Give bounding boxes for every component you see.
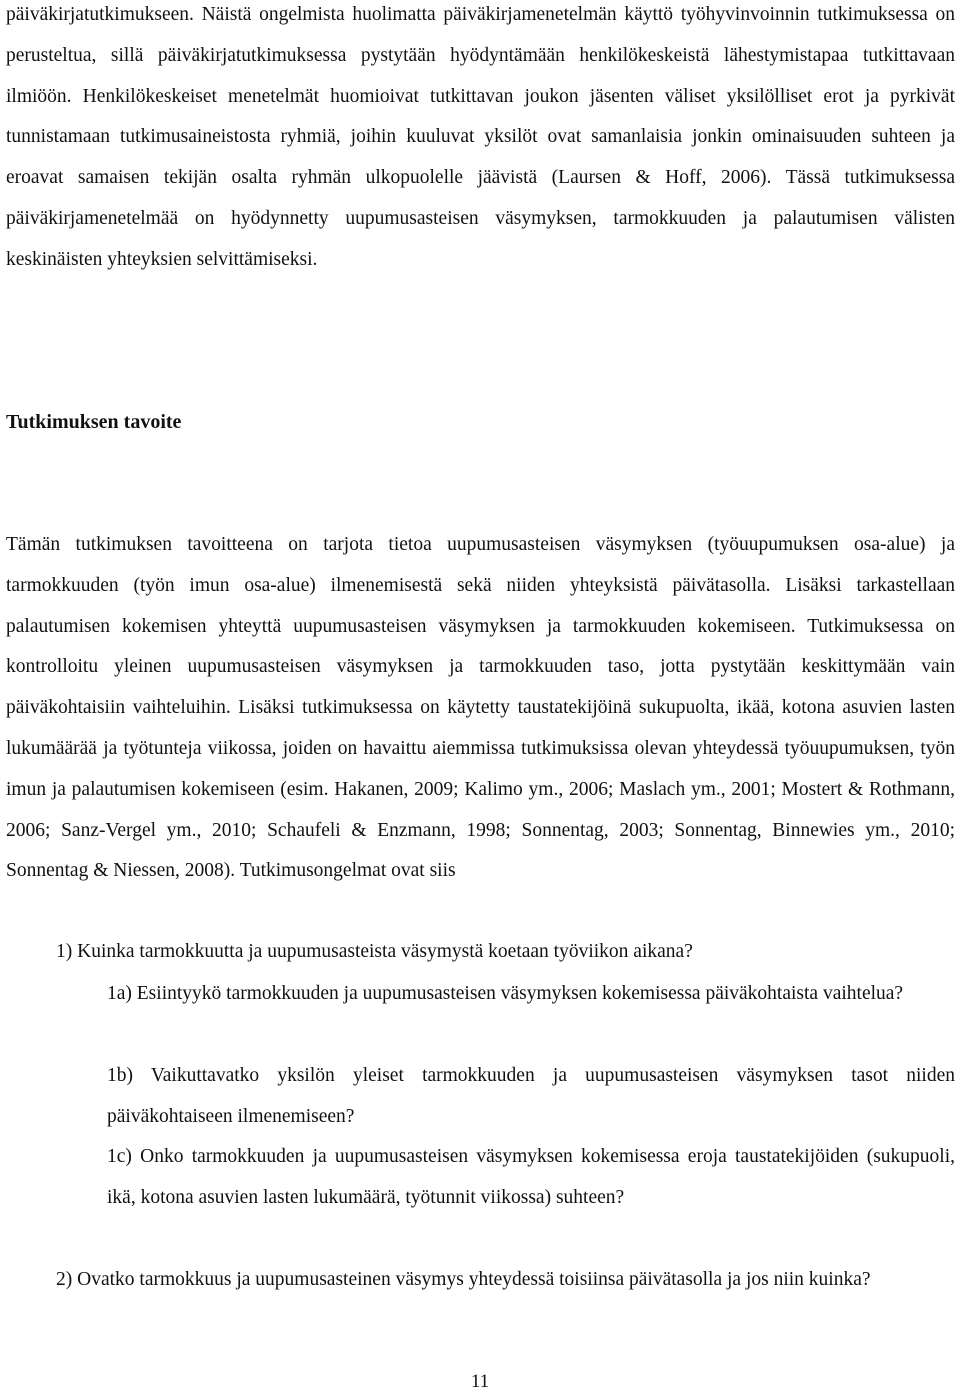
- page-number: 11: [470, 1371, 490, 1392]
- section-heading: Tutkimuksen tavoite: [6, 411, 182, 433]
- research-question-1b: 1b) Vaikuttavatko yksilön yleiset tarmokkuuden ja uupumusasteisen väsymyksen tasot niiden päiväkohtaiseen ilmenemiseen?: [107, 1065, 955, 1127]
- research-question-1c: 1c) Onko tarmokkuuden ja uupumusasteisen väsymyksen kokemisessa eroja taustatekijöiden (sukupuoli, ikä, kotona asuvien lasten lukumäärä, työtunnit viikossa) suhteen?: [107, 1146, 955, 1208]
- research-question-1: 1) Kuinka tarmokkuutta ja uupumusasteista väsymystä koetaan työviikon aikana?: [56, 941, 693, 962]
- research-question-1a: 1a) Esiintyykö tarmokkuuden ja uupumusasteisen väsymyksen kokemisessa päiväkohtaista vaihtelua?: [107, 983, 904, 1004]
- intro-paragraph: päiväkirjatutkimukseen. Näistä ongelmista huolimatta päiväkirjamenetelmän käyttö työhyvinvoinnin tutkimuksessa on perusteltua, sillä päiväkirjatutkimuksessa pystytään hyödyntämään henkilökeskeistä lähestymistapaa tutkittavaan ilmiöön. Henkilökeskeiset menetelmät huomioivat tutkittavan joukon jäsenten väliset yksilölliset erot ja pyrkivät tunnistamaan tutkimusaineistosta ryhmiä, joihin kuuluvat yksilöt ovat samanlaisia jonkin ominaisuuden suhteen ja eroavat samaisen tekijän osalta ryhmän ulkopuolelle jäävistä (Laursen & Hoff, 2006). Tässä tutkimuksessa päiväkirjamenetelmää on hyödynnetty uupumusasteisen väsymyksen, tarmokkuuden ja palautumisen välisten keskinäisten yhteyksien selvittämiseksi.: [6, 4, 955, 270]
- research-question-2: 2) Ovatko tarmokkuus ja uupumusasteinen väsymys yhteydessä toisiinsa päivätasolla ja jos niin kuinka?: [56, 1269, 871, 1290]
- goal-paragraph: Tämän tutkimuksen tavoitteena on tarjota tietoa uupumusasteisen väsymyksen (työuupumuksen osa-alue) ja tarmokkuuden (työn imun osa-alue) ilmenemisestä sekä niiden yhteyksistä päivätasolla. Lisäksi tarkastellaan palautumisen kokemisen yhteyttä uupumusasteisen väsymyksen ja tarmokkuuden kokemiseen. Tutkimuksessa on kontrolloitu yleinen uupumusasteisen väsymyksen ja tarmokkuuden taso, jotta pystytään keskittymään vain päiväkohtaisiin vaihteluihin. Lisäksi tutkimuksessa on käytetty taustatekijöinä sukupuolta, ikää, kotona asuvien lasten lukumäärää ja työtunteja viikossa, joiden on havaittu aiemmissa tutkimuksissa olevan yhteydessä työuupumuksen, työn imun ja palautumisen kokemiseen (esim. Hakanen, 2009; Kalimo ym., 2006; Maslach ym., 2001; Mostert & Rothmann, 2006; Sanz-Vergel ym., 2010; Schaufeli & Enzmann, 1998; Sonnentag, 2003; Sonnentag, Binnewies ym., 2010; Sonnentag & Niessen, 2008). Tutkimusongelmat ovat siis: [6, 534, 955, 882]
